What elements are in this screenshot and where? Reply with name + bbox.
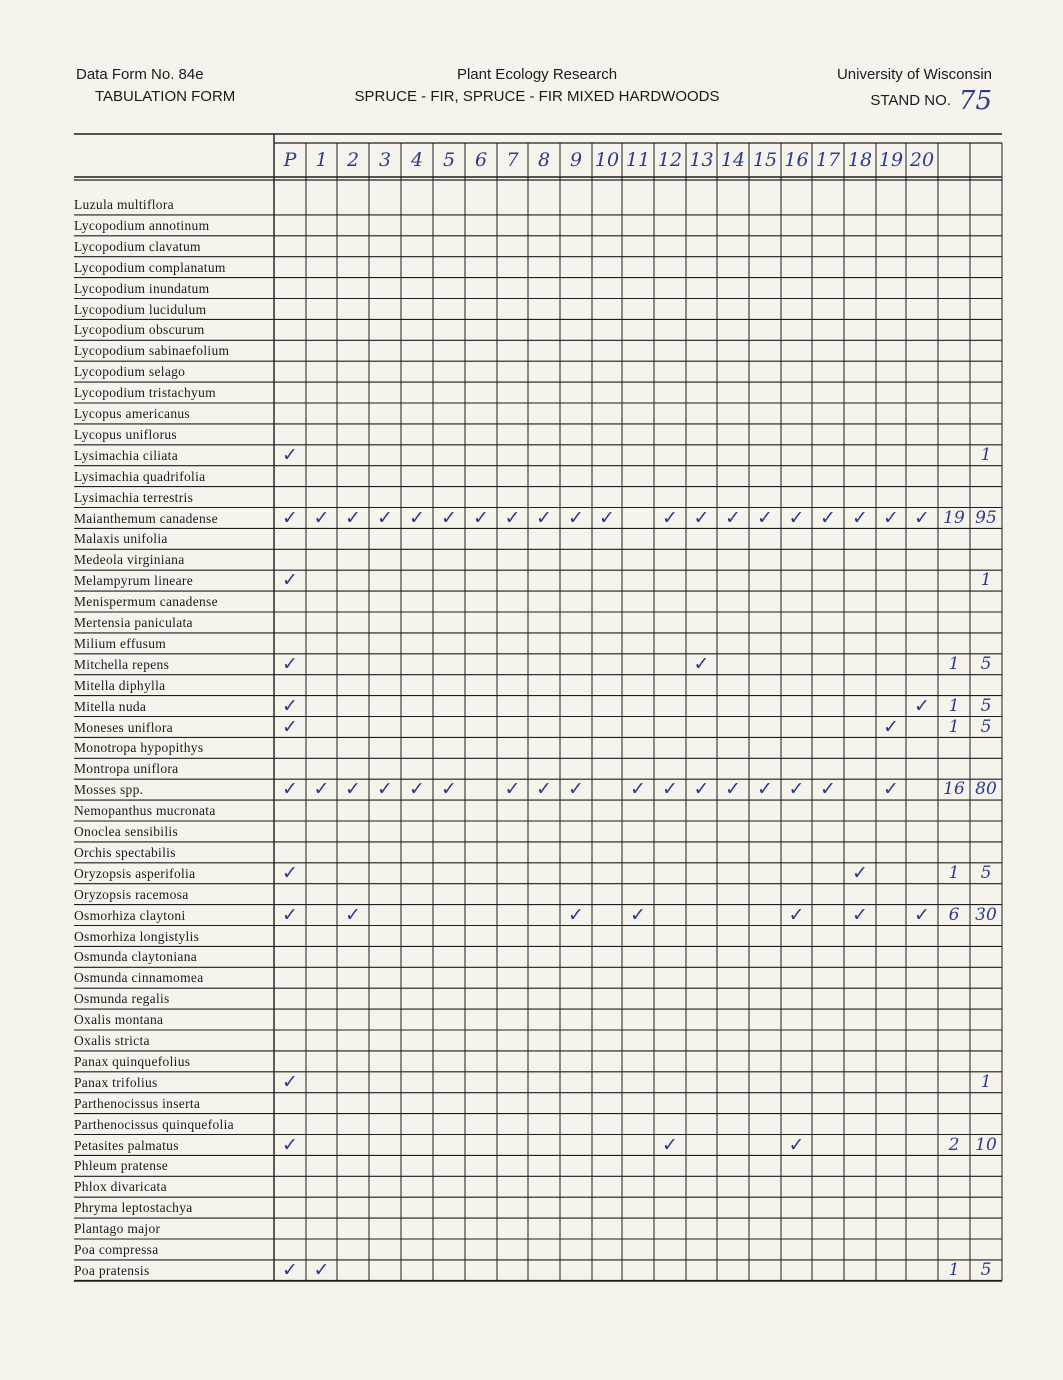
species-name: Lycopus uniflorus: [74, 426, 177, 442]
species-name: Lycopodium complanatum: [74, 259, 226, 275]
species-name: Osmunda claytoniana: [74, 949, 198, 965]
check-mark: ✓: [788, 778, 805, 801]
species-name: Oxalis montana: [74, 1012, 164, 1028]
frequency-percent: 5: [980, 862, 992, 883]
column-header: 6: [474, 149, 488, 171]
column-header: 5: [442, 149, 456, 171]
frequency-count: 2: [948, 1134, 960, 1155]
stand-value: 75: [958, 86, 992, 116]
species-name: Panax quinquefolius: [74, 1053, 191, 1069]
species-name: Orchis spectabilis: [74, 844, 176, 860]
species-name: Lycopus americanus: [74, 406, 190, 421]
frequency-percent: 1: [980, 444, 992, 465]
check-mark: ✓: [441, 778, 457, 801]
check-mark: ✓: [345, 903, 361, 926]
species-name: Parthenocissus inserta: [74, 1095, 201, 1111]
column-header: 1: [315, 149, 328, 171]
check-mark: ✓: [377, 506, 393, 529]
check-mark: ✓: [282, 569, 298, 592]
check-mark: ✓: [693, 778, 710, 801]
check-mark: ✓: [568, 506, 584, 529]
species-name: Oryzopsis asperifolia: [74, 865, 196, 881]
column-header: 12: [657, 149, 683, 171]
frequency-count: 1: [948, 1259, 960, 1280]
check-mark: ✓: [282, 903, 298, 926]
check-mark: ✓: [377, 778, 393, 801]
species-name: Menispermum canadense: [74, 594, 218, 610]
check-mark: ✓: [883, 778, 899, 801]
species-name: Lycopodium sabinaefolium: [74, 343, 230, 359]
check-mark: ✓: [757, 778, 773, 801]
species-name: Lysimachia terrestris: [74, 489, 194, 505]
column-header: [970, 143, 1002, 177]
species-name: Phleum pratense: [74, 1158, 169, 1174]
species-name: Medeola virginiana: [74, 552, 185, 568]
check-mark: ✓: [409, 778, 425, 801]
check-mark: ✓: [313, 1258, 330, 1281]
frequency-percent: 1: [980, 570, 992, 591]
frequency-count: 16: [943, 779, 965, 800]
species-name: Mitella diphylla: [74, 677, 166, 693]
check-mark: ✓: [504, 506, 521, 529]
species-name: Mosses spp.: [74, 782, 144, 798]
check-mark: ✓: [725, 778, 741, 801]
check-mark: ✓: [282, 506, 298, 529]
university-name: University of Wisconsin: [836, 66, 992, 83]
check-mark: ✓: [282, 652, 298, 675]
check-mark: ✓: [725, 506, 741, 529]
check-mark: ✓: [282, 694, 298, 717]
check-mark: ✓: [409, 506, 425, 529]
frequency-percent: 30: [975, 904, 997, 925]
species-name: Luzula multiflora: [74, 197, 174, 212]
species-name: Phlox divaricata: [74, 1179, 167, 1195]
frequency-percent: 5: [980, 653, 992, 674]
check-mark: ✓: [914, 506, 930, 529]
column-header: 3: [378, 149, 392, 171]
species-name: Maianthemum canadense: [74, 510, 218, 526]
species-name: Petasites palmatus: [74, 1137, 179, 1153]
check-mark: ✓: [630, 903, 646, 926]
species-name: Oxalis stricta: [74, 1033, 150, 1048]
species-name: Lycopodium obscurum: [74, 322, 205, 338]
column-header: 10: [594, 149, 620, 171]
check-mark: ✓: [473, 506, 489, 529]
column-header: 9: [569, 149, 583, 171]
species-name: Plantago major: [74, 1221, 161, 1237]
check-mark: ✓: [282, 1133, 298, 1156]
check-mark: ✓: [852, 861, 868, 884]
species-name: Osmunda regalis: [74, 991, 170, 1007]
check-mark: ✓: [441, 506, 457, 529]
column-header: P: [283, 149, 297, 171]
species-name: Lycopodium clavatum: [74, 238, 201, 254]
species-name: Phryma leptostachya: [74, 1200, 193, 1216]
frequency-percent: 80: [975, 779, 997, 800]
check-mark: ✓: [788, 506, 805, 529]
species-name: Moneses uniflora: [74, 719, 173, 735]
check-mark: ✓: [914, 903, 930, 926]
check-mark: ✓: [282, 715, 298, 738]
organization: Plant Ecology Research: [456, 66, 618, 83]
column-header: 18: [847, 149, 873, 171]
forest-type: SPRUCE - FIR, SPRUCE - FIR MIXED HARDWOODS: [354, 88, 720, 105]
check-mark: ✓: [820, 778, 836, 801]
frequency-count: 6: [948, 904, 960, 925]
frequency-count: 19: [943, 507, 965, 528]
species-name: Poa pratensis: [74, 1262, 150, 1278]
species-name: Nemopanthus mucronata: [74, 803, 216, 819]
species-name: Mitchella repens: [74, 656, 170, 672]
check-mark: ✓: [282, 1070, 298, 1093]
check-mark: ✓: [282, 1258, 298, 1281]
check-mark: ✓: [282, 778, 298, 801]
check-mark: ✓: [693, 506, 710, 529]
species-name: Malaxis unifolia: [74, 531, 168, 547]
column-header: [938, 143, 970, 177]
species-name: Panax trifolius: [74, 1074, 158, 1090]
frequency-count: 1: [948, 695, 960, 716]
check-mark: ✓: [820, 506, 836, 529]
species-name: Lycopodium inundatum: [74, 280, 210, 296]
column-header: 4: [410, 149, 424, 171]
species-name: Parthenocissus quinquefolia: [74, 1116, 234, 1132]
form-number: Data Form No. 84e: [76, 66, 204, 83]
frequency-percent: 1: [980, 1071, 992, 1092]
check-mark: ✓: [599, 506, 615, 529]
species-name: Lycopodium selago: [74, 364, 186, 380]
column-header: 20: [909, 149, 935, 171]
check-mark: ✓: [282, 861, 298, 884]
check-mark: ✓: [914, 694, 930, 717]
frequency-percent: 5: [980, 695, 992, 716]
check-mark: ✓: [662, 506, 678, 529]
check-mark: ✓: [883, 715, 899, 738]
check-mark: ✓: [693, 652, 710, 675]
species-name: Osmorhiza longistylis: [74, 928, 200, 944]
check-mark: ✓: [536, 778, 552, 801]
column-header: 16: [784, 149, 809, 171]
check-mark: ✓: [345, 778, 361, 801]
check-mark: ✓: [883, 506, 899, 529]
check-mark: ✓: [788, 903, 805, 926]
column-header: 17: [815, 149, 841, 171]
check-mark: ✓: [568, 778, 584, 801]
column-header: 2: [346, 149, 360, 171]
species-name: Milium effusum: [74, 635, 167, 651]
check-mark: ✓: [662, 1133, 678, 1156]
species-name: Poa compressa: [74, 1242, 159, 1257]
species-name: Mertensia paniculata: [74, 615, 193, 630]
check-mark: ✓: [630, 778, 646, 801]
frequency-count: 1: [948, 653, 960, 674]
species-name: Onoclea sensibilis: [74, 824, 179, 839]
species-name: Lysimachia quadrifolia: [74, 468, 206, 484]
species-name: Osmorhiza claytoni: [74, 907, 186, 923]
column-header: 14: [720, 149, 746, 171]
species-name: Melampyrum lineare: [74, 573, 193, 589]
check-mark: ✓: [568, 903, 584, 926]
check-mark: ✓: [504, 778, 521, 801]
column-header: 11: [625, 149, 651, 171]
check-mark: ✓: [313, 506, 330, 529]
check-mark: ✓: [313, 778, 330, 801]
column-header: 13: [689, 149, 714, 171]
species-name: Monotropa hypopithys: [74, 740, 204, 756]
frequency-count: 1: [948, 862, 960, 883]
column-header: 19: [878, 149, 904, 171]
species-name: Osmunda cinnamomea: [74, 970, 204, 986]
frequency-percent: 95: [975, 507, 997, 528]
check-mark: ✓: [852, 903, 868, 926]
species-name: Lycopodium lucidulum: [74, 301, 207, 317]
species-name: Oryzopsis racemosa: [74, 886, 189, 902]
check-mark: ✓: [536, 506, 552, 529]
frequency-percent: 5: [980, 716, 992, 737]
frequency-count: 1: [948, 716, 960, 737]
form-type: TABULATION FORM: [95, 88, 236, 105]
check-mark: ✓: [788, 1133, 805, 1156]
species-name: Mitella nuda: [74, 698, 147, 714]
frequency-percent: 5: [980, 1259, 992, 1280]
column-header: 8: [537, 149, 551, 171]
stand-label: STAND NO.: [870, 92, 951, 109]
check-mark: ✓: [852, 506, 868, 529]
species-name: Montropa uniflora: [74, 761, 179, 777]
check-mark: ✓: [662, 778, 678, 801]
frequency-percent: 10: [975, 1134, 997, 1155]
column-header: 15: [752, 149, 778, 171]
check-mark: ✓: [345, 506, 361, 529]
check-mark: ✓: [282, 443, 298, 466]
column-header: 7: [506, 149, 519, 171]
species-name: Lycopodium annotinum: [74, 217, 210, 233]
species-name: Lysimachia ciliata: [74, 447, 178, 463]
species-name: Lycopodium tristachyum: [74, 385, 216, 401]
check-mark: ✓: [757, 506, 773, 529]
